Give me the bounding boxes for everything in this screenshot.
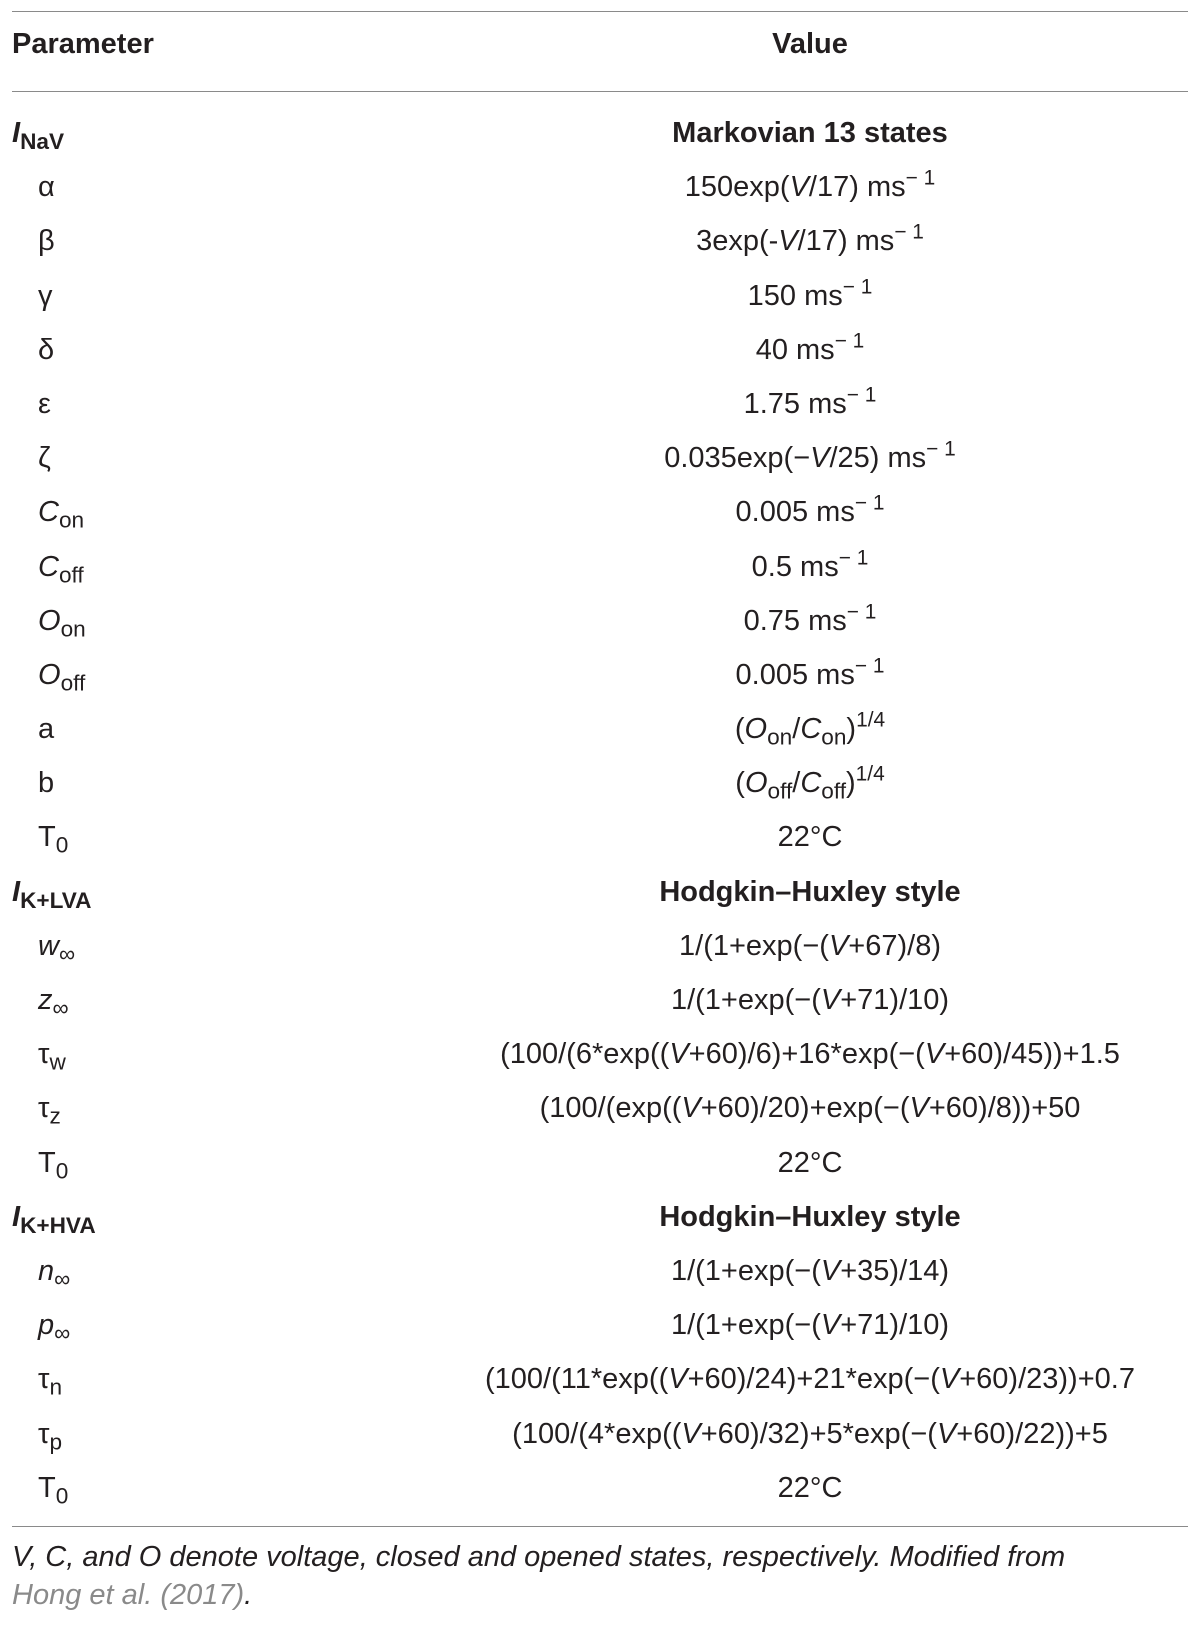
parameter-cell: $\tau_n$ <box>38 1363 63 1400</box>
value-cell: 1/(1+exp(−(V+71)/10) <box>670 1309 950 1342</box>
parameter-cell: $I_{K+HVA}$ <box>12 1200 96 1238</box>
table-group-row <box>0 106 1200 160</box>
value-cell: 40 $ms^{- 1}$ <box>755 329 865 366</box>
column-header-value: Value <box>772 28 848 60</box>
table-row <box>0 323 1200 377</box>
table-group-row <box>0 865 1200 919</box>
parameter-cell: γ <box>38 279 53 312</box>
parameter-cell: ζ <box>38 442 51 475</box>
table-top-rule <box>12 11 1188 12</box>
table-header-rule <box>12 91 1188 92</box>
parameter-cell: $T_0$ <box>38 1471 69 1509</box>
parameter-cell: $\tau_w$ <box>38 1038 66 1075</box>
table-row <box>0 214 1200 268</box>
table-row <box>0 377 1200 431</box>
footnote-citation-link[interactable]: Hong et al. (2017) <box>12 1579 245 1611</box>
table-row <box>0 1136 1200 1190</box>
parameter-cell: $w_\infty$ <box>38 929 76 967</box>
parameter-cell: $C_{off}$ <box>38 550 84 587</box>
parameter-cell: α <box>38 171 55 204</box>
value-cell: $(O_{on}/C_{on})^{1/4}$ <box>734 708 886 750</box>
value-cell: 0.75 $ms^{- 1}$ <box>743 600 877 637</box>
footnote-end: . <box>244 1579 253 1611</box>
table-row <box>0 1027 1200 1081</box>
table-row <box>0 1461 1200 1515</box>
parameter-cell: $C_{on}$ <box>38 496 85 533</box>
value-cell: $(O_{off}/C_{off})^{1/4}$ <box>735 762 885 804</box>
table-row <box>0 1244 1200 1298</box>
table-body <box>0 106 1200 1515</box>
parameter-cell: $O_{on}$ <box>38 604 86 642</box>
table-row <box>0 1081 1200 1135</box>
table-row <box>0 756 1200 810</box>
value-cell: 1/(1+exp(−(V+35)/14) <box>670 1254 950 1287</box>
value-cell: 0.005 $ms^{- 1}$ <box>735 491 885 529</box>
table-row <box>0 540 1200 594</box>
table-row <box>0 810 1200 864</box>
parameter-cell: a <box>38 713 55 746</box>
parameter-cell: $\tau_z$ <box>38 1092 61 1129</box>
value-cell: Hodgkin–Huxley style <box>659 875 961 908</box>
footnote-text: V, C, and O denote voltage, closed and opened states, respectively. Modified from <box>12 1541 1066 1573</box>
parameter-cell: $n_\infty$ <box>38 1254 71 1292</box>
table-row <box>0 160 1200 214</box>
table-row <box>0 269 1200 323</box>
parameter-cell: b <box>38 767 55 800</box>
value-cell: 22°C <box>777 1146 843 1179</box>
value-cell: 1/(1+exp(−(V+71)/10) <box>670 984 950 1016</box>
parameter-cell: $T_0$ <box>38 1146 69 1183</box>
value-cell: 150exp(V/17) $ms^{- 1}$ <box>684 166 936 204</box>
table-row <box>0 702 1200 756</box>
value-cell: (100/(exp((V+60)/20)+exp(−(V+60)/8))+50 <box>539 1092 1081 1125</box>
table-row <box>0 431 1200 485</box>
parameter-cell: β <box>38 225 55 258</box>
parameter-cell: $z_\infty$ <box>38 984 69 1021</box>
table-row <box>0 485 1200 539</box>
table-row <box>0 1352 1200 1406</box>
parameter-cell: $I_{NaV}$ <box>12 117 65 155</box>
value-cell: (100/(4*exp((V+60)/32)+5*exp(−(V+60)/22))+5 <box>512 1417 1108 1450</box>
value-cell: Hodgkin–Huxley style <box>659 1200 961 1233</box>
value-cell: 0.5 $ms^{- 1}$ <box>751 546 869 583</box>
value-cell: 22°C <box>777 1471 843 1504</box>
value-cell: 1/(1+exp(−(V+67)/8) <box>679 929 941 962</box>
table-row <box>0 594 1200 648</box>
parameter-cell: $p_\infty$ <box>38 1309 71 1346</box>
parameter-cell: $I_{K+LVA}$ <box>12 875 92 913</box>
table-row <box>0 1298 1200 1352</box>
value-cell: 3exp(-V/17) $ms^{- 1}$ <box>696 220 924 258</box>
value-cell: 0.035exp(−V/25) $ms^{- 1}$ <box>664 437 956 475</box>
value-cell: 22°C <box>777 821 843 854</box>
table-footnote <box>12 1538 1188 1614</box>
value-cell: Markovian 13 states <box>672 117 948 149</box>
value-cell: 1.75 $ms^{- 1}$ <box>743 383 877 420</box>
parameter-cell: $T_0$ <box>38 821 69 858</box>
table-row <box>0 648 1200 702</box>
value-cell: (100/(6*exp((V+60)/6)+16*exp(−(V+60)/45))+1.5 <box>500 1038 1120 1071</box>
parameter-cell: $\tau_p$ <box>38 1417 63 1454</box>
parameter-cell: ε <box>38 387 51 420</box>
value-cell: 150 $ms^{- 1}$ <box>747 275 873 312</box>
table-bottom-rule <box>12 1526 1188 1527</box>
table-row <box>0 1407 1200 1461</box>
parameter-cell: δ <box>38 333 55 366</box>
table-row <box>0 919 1200 973</box>
value-cell: 0.005 $ms^{- 1}$ <box>735 654 885 691</box>
parameter-cell: $O_{off}$ <box>38 658 86 696</box>
value-cell: (100/(11*exp((V+60)/24)+21*exp(−(V+60)/23))+0.7 <box>485 1363 1135 1396</box>
table-row <box>0 973 1200 1027</box>
table-group-row <box>0 1190 1200 1244</box>
column-header-parameter: Parameter <box>12 28 154 60</box>
